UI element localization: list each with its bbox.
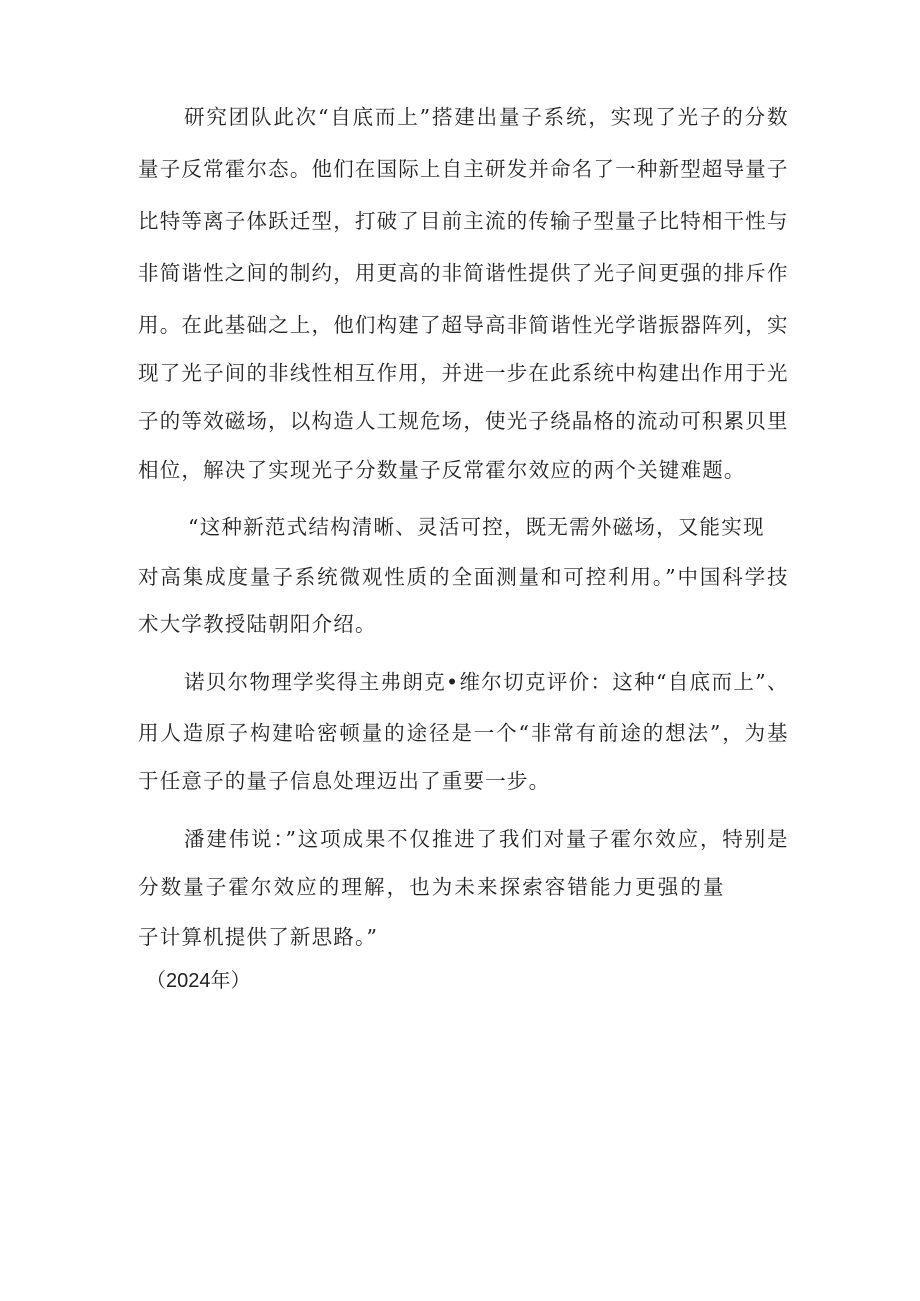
paragraph-1-line-4: 非简谐性之间的制约，用更高的非简谐性提供了光子间更强的排斥作 — [138, 261, 788, 285]
paragraph-4-line-1: 潘建伟说：”这项成果不仅推进了我们对量子霍尔效应，特别是 — [184, 827, 788, 851]
year-note: （2024年） — [146, 970, 251, 992]
paragraph-1-line-6: 现了光子间的非线性相互作用，并进一步在此系统中构建出作用于光 — [138, 361, 788, 385]
paragraph-2-line-1: “这种新范式结构清晰、灵活可控，既无需外磁场，又能实现 — [188, 515, 764, 539]
paragraph-1-line-1: 研究团队此次“自底而上”搭建出量子系统，实现了光子的分数 — [184, 105, 788, 129]
paragraph-1-line-3: 比特等离子体跃迁型，打破了目前主流的传输子型量子比特相干性与 — [138, 209, 788, 233]
paragraph-1-line-8: 相位，解决了实现光子分数量子反常霍尔效应的两个关键难题。 — [138, 458, 746, 482]
paragraph-2-line-2: 对高集成度量子系统微观性质的全面测量和可控利用。”中国科学技 — [138, 565, 788, 589]
paragraph-3-line-2: 用人造原子构建哈密顿量的途径是一个“非常有前途的想法”，为基 — [138, 721, 788, 745]
paragraph-1-line-2: 量子反常霍尔态。他们在国际上自主研发并命名了一种新型超导量子 — [138, 157, 788, 181]
paragraph-2-line-3: 术大学教授陆朝阳介绍。 — [138, 612, 377, 636]
paragraph-4-line-3: 子计算机提供了新思路。” — [138, 925, 379, 949]
paragraph-4-line-2: 分数量子霍尔效应的理解，也为未来探索容错能力更强的量 — [138, 875, 724, 899]
paragraph-3-line-1: 诺贝尔物理学奖得主弗朗克•维尔切克评价：这种“自底而上”、 — [184, 670, 788, 694]
paragraph-1-line-7: 子的等效磁场，以构造人工规危场，使光子绕晶格的流动可积累贝里 — [138, 409, 788, 433]
paragraph-1-line-5: 用。在此基础之上，他们构建了超导高非简谐性光学谐振器阵列，实 — [138, 313, 788, 337]
paragraph-3-line-3: 于任意子的量子信息处理迈出了重要一步。 — [138, 769, 551, 793]
